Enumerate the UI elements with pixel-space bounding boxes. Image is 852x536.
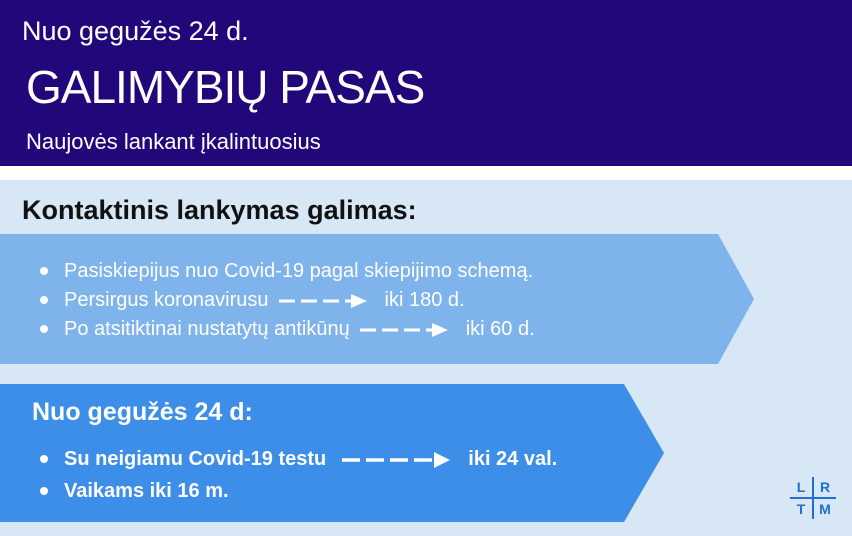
header-date: Nuo gegužės 24 d. (22, 16, 249, 46)
logo-letter: R (814, 477, 836, 499)
logo-letter: L (790, 477, 814, 499)
list-item (36, 445, 557, 477)
page-subtitle: Naujovės lankant įkalintuosius (26, 129, 321, 154)
condition-text: Po atsitiktinai nustatytų antikūnų (64, 318, 350, 340)
condition-duration: iki 60 d. (465, 318, 535, 340)
lrtm-logo (790, 477, 842, 523)
condition-text: Su neigiamu Covid-19 testu (64, 448, 327, 470)
list-item (36, 477, 557, 509)
dashed-divider (0, 172, 852, 178)
logo-letter: M (819, 501, 831, 517)
logo-letter: T (790, 499, 814, 519)
condition-text: Pasiskiepijus nuo Covid-19 pagal skiepijimo schemą. (64, 260, 534, 282)
new-rules-list (36, 445, 557, 509)
condition-duration: iki 180 d. (384, 289, 465, 311)
list-item (36, 287, 535, 316)
list-item (36, 258, 535, 287)
dashed-arrow-right-icon (360, 322, 448, 338)
section-heading-new-rules: Nuo gegužės 24 d: (32, 398, 253, 426)
condition-duration: iki 24 val. (468, 448, 558, 470)
list-item (36, 316, 535, 345)
condition-text: Vaikams iki 16 m. (64, 480, 229, 502)
header-banner (0, 0, 852, 166)
dashed-arrow-right-icon (279, 293, 367, 309)
dashed-arrow-right-icon (342, 452, 450, 468)
condition-text: Persirgus koronavirusu (64, 289, 269, 311)
section-heading-contact: Kontaktinis lankymas galimas: (22, 195, 417, 225)
contact-conditions-list (36, 258, 535, 345)
page-title: GALIMYBIŲ PASAS (26, 61, 425, 113)
